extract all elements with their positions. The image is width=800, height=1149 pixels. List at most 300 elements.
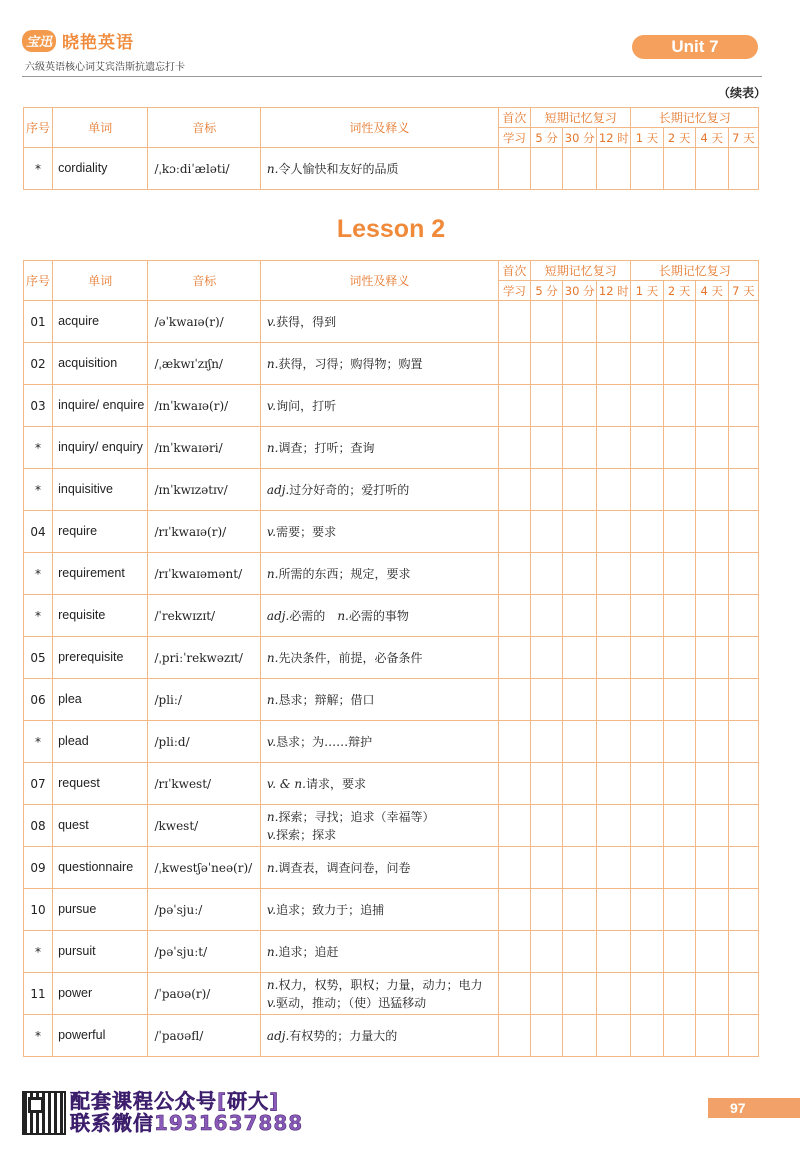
checkbox-4day[interactable] [695, 595, 728, 637]
definition [260, 595, 498, 637]
meaning: 先决条件，前提，必备条件 [278, 650, 423, 665]
checkbox-first[interactable] [498, 889, 530, 931]
checkbox-12h[interactable] [597, 763, 631, 805]
row-number: 03 [24, 385, 53, 427]
word: plea [53, 679, 148, 721]
meaning: 调查；打听；查询 [278, 440, 375, 455]
checkbox-4day[interactable] [695, 721, 728, 763]
checkbox-first[interactable] [498, 553, 530, 595]
table-row [24, 427, 759, 469]
checkbox-4day[interactable] [695, 385, 728, 427]
col-first-bottom: 学习 [498, 128, 530, 148]
checkbox-30min[interactable] [563, 931, 597, 973]
table-row [24, 679, 759, 721]
checkbox-7day[interactable] [728, 595, 758, 637]
phonetic: /əˈkwaɪə(r)/ [148, 301, 260, 343]
checkbox-first[interactable] [498, 343, 530, 385]
checkbox-1day[interactable] [631, 973, 663, 1015]
definition [260, 889, 498, 931]
checkbox-5min[interactable] [531, 721, 563, 763]
word: quest [53, 805, 148, 847]
part-of-speech: adj. [266, 608, 290, 623]
checkbox-2day[interactable] [663, 427, 695, 469]
checkbox-7day[interactable] [728, 1015, 758, 1057]
col-definition: 词性及释义 [260, 261, 498, 301]
checkbox-4day[interactable] [695, 427, 728, 469]
checkbox-7day[interactable] [728, 553, 758, 595]
lesson-title: Lesson 2 [336, 215, 446, 243]
checkbox-7day[interactable] [728, 721, 758, 763]
checkbox-1day[interactable] [631, 385, 663, 427]
col-7day: 7 天 [728, 128, 758, 148]
checkbox-30min[interactable] [563, 427, 597, 469]
definition [260, 427, 498, 469]
col-30min: 30 分 [563, 281, 597, 301]
checkbox-1day[interactable] [631, 343, 663, 385]
table-row [24, 1015, 759, 1057]
checkbox-12h[interactable] [597, 721, 631, 763]
definition [260, 763, 498, 805]
checkbox-7day[interactable] [728, 385, 758, 427]
checkbox-12h[interactable] [597, 847, 631, 889]
checkbox-first[interactable] [498, 595, 530, 637]
checkbox-first[interactable] [498, 931, 530, 973]
checkbox-2day[interactable] [663, 931, 695, 973]
checkbox-4day[interactable] [695, 511, 728, 553]
checkbox-2day[interactable] [663, 679, 695, 721]
col-first-top: 首次 [498, 261, 530, 281]
checkbox-30min[interactable] [563, 469, 597, 511]
checkbox-5min[interactable] [531, 595, 563, 637]
part-of-speech: v. [266, 734, 277, 749]
checkbox-first[interactable] [498, 973, 530, 1015]
definition [260, 973, 498, 1015]
phonetic: /rɪˈkwaɪə(r)/ [148, 511, 260, 553]
checkbox-12h[interactable] [597, 343, 631, 385]
part-of-speech: v. [266, 524, 277, 539]
col-seq: 序号 [24, 108, 53, 148]
word: inquire/ enquire [53, 385, 148, 427]
checkbox-30min[interactable] [563, 148, 597, 190]
checkbox-1day[interactable] [631, 847, 663, 889]
phonetic: /ɪnˈkwɪzətɪv/ [148, 469, 260, 511]
table-row [24, 637, 759, 679]
part-of-speech-2: n. [337, 608, 349, 623]
part-of-speech: adj. [266, 482, 290, 497]
checkbox-first[interactable] [498, 721, 530, 763]
definition [260, 301, 498, 343]
checkbox-30min[interactable] [563, 595, 597, 637]
checkbox-12h[interactable] [597, 595, 631, 637]
checkbox-12h[interactable] [597, 931, 631, 973]
col-2day: 2 天 [663, 281, 695, 301]
word: requirement [53, 553, 148, 595]
definition [260, 637, 498, 679]
checkbox-2day[interactable] [663, 301, 695, 343]
checkbox-5min[interactable] [531, 553, 563, 595]
checkbox-12h[interactable] [597, 553, 631, 595]
checkbox-30min[interactable] [563, 511, 597, 553]
checkbox-2day[interactable] [663, 148, 695, 190]
part-of-speech: v. [266, 314, 277, 329]
checkbox-2day[interactable] [663, 343, 695, 385]
checkbox-5min[interactable] [531, 427, 563, 469]
checkbox-5min[interactable] [531, 889, 563, 931]
checkbox-12h[interactable] [597, 973, 631, 1015]
table-row [24, 553, 759, 595]
checkbox-2day[interactable] [663, 469, 695, 511]
checkbox-first[interactable] [498, 763, 530, 805]
row-number: * [24, 721, 53, 763]
checkbox-5min[interactable] [531, 805, 563, 847]
promo-text [70, 1090, 303, 1134]
phonetic: /pəˈsjuː/ [148, 889, 260, 931]
col-ipa: 音标 [148, 108, 260, 148]
word: cordiality [53, 148, 148, 190]
part-of-speech-2: v. [266, 827, 277, 842]
checkbox-first[interactable] [498, 1015, 530, 1057]
checkbox-4day[interactable] [695, 343, 728, 385]
meaning: 恳求；为……辩护 [276, 734, 373, 749]
checkbox-4day[interactable] [695, 679, 728, 721]
checkbox-2day[interactable] [663, 973, 695, 1015]
part-of-speech: n. [266, 440, 279, 455]
header-row-top [24, 261, 759, 281]
checkbox-5min[interactable] [531, 343, 563, 385]
checkbox-first[interactable] [498, 427, 530, 469]
phonetic: /ˌkwestʃəˈneə(r)/ [148, 847, 260, 889]
checkbox-1day[interactable] [631, 553, 663, 595]
checkbox-first[interactable] [498, 805, 530, 847]
checkbox-1day[interactable] [631, 301, 663, 343]
meaning: 所需的东西；规定，要求 [278, 566, 411, 581]
checkbox-first[interactable] [498, 301, 530, 343]
checkbox-2day[interactable] [663, 721, 695, 763]
checkbox-5min[interactable] [531, 148, 563, 190]
checkbox-4day[interactable] [695, 301, 728, 343]
checkbox-1day[interactable] [631, 1015, 663, 1057]
word: requisite [53, 595, 148, 637]
part-of-speech: n. [266, 356, 279, 371]
part-of-speech-2: v. [266, 995, 277, 1010]
checkbox-7day[interactable] [728, 763, 758, 805]
checkbox-4day[interactable] [695, 553, 728, 595]
word: questionnaire [53, 847, 148, 889]
checkbox-first[interactable] [498, 511, 530, 553]
col-5min: 5 分 [531, 281, 563, 301]
col-1day: 1 天 [631, 281, 663, 301]
checkbox-12h[interactable] [597, 301, 631, 343]
checkbox-2day[interactable] [663, 553, 695, 595]
col-7day: 7 天 [728, 281, 758, 301]
checkbox-2day[interactable] [663, 1015, 695, 1057]
meaning: 恳求；辩解；借口 [278, 692, 375, 707]
checkbox-30min[interactable] [563, 805, 597, 847]
checkbox-4day[interactable] [695, 805, 728, 847]
word: pursuit [53, 931, 148, 973]
definition [260, 148, 498, 190]
qr-finder [28, 1097, 44, 1113]
meaning: 需要；要求 [276, 524, 337, 539]
col-seq: 序号 [24, 261, 53, 301]
checkbox-30min[interactable] [563, 637, 597, 679]
phonetic: /ˌækwɪˈzɪʃn/ [148, 343, 260, 385]
checkbox-first[interactable] [498, 679, 530, 721]
checkbox-12h[interactable] [597, 805, 631, 847]
table-row [24, 343, 759, 385]
part-of-speech: n. [266, 809, 279, 824]
checkbox-1day[interactable] [631, 469, 663, 511]
checkbox-5min[interactable] [531, 973, 563, 1015]
phonetic: /ɪnˈkwaɪəri/ [148, 427, 260, 469]
word: plead [53, 721, 148, 763]
col-ipa: 音标 [148, 261, 260, 301]
checkbox-1day[interactable] [631, 148, 663, 190]
meaning: 请求，要求 [305, 776, 366, 791]
table-body [24, 301, 759, 1057]
checkbox-2day[interactable] [663, 637, 695, 679]
checkbox-30min[interactable] [563, 553, 597, 595]
checkbox-4day[interactable] [695, 637, 728, 679]
brand-logo [22, 28, 134, 53]
checkbox-1day[interactable] [631, 679, 663, 721]
page-number: 97 [708, 1098, 800, 1118]
col-5min: 5 分 [531, 128, 563, 148]
col-4day: 4 天 [695, 281, 728, 301]
checkbox-7day[interactable] [728, 148, 758, 190]
meaning-2: 探索；探求 [276, 827, 337, 842]
checkbox-first[interactable] [498, 385, 530, 427]
col-word: 单词 [53, 108, 148, 148]
phonetic: /ˈrekwɪzɪt/ [148, 595, 260, 637]
table-row [24, 889, 759, 931]
col-2day: 2 天 [663, 128, 695, 148]
part-of-speech: n. [266, 977, 279, 992]
checkbox-12h[interactable] [597, 1015, 631, 1057]
col-word: 单词 [53, 261, 148, 301]
meaning: 询问，打听 [276, 398, 337, 413]
checkbox-12h[interactable] [597, 889, 631, 931]
part-of-speech: n. [266, 161, 279, 176]
checkbox-first[interactable] [498, 637, 530, 679]
col-long-term: 长期记忆复习 [631, 108, 759, 128]
row-number: * [24, 553, 53, 595]
col-first-top: 首次 [498, 108, 530, 128]
checkbox-2day[interactable] [663, 889, 695, 931]
promo-line-2: 联系微信1931637888 [70, 1111, 304, 1135]
checkbox-5min[interactable] [531, 637, 563, 679]
logo-text: 晓艳英语 [62, 33, 134, 53]
meaning: 权力，权势，职权；力量，动力；电力 [278, 977, 483, 992]
part-of-speech: n. [266, 650, 279, 665]
checkbox-5min[interactable] [531, 847, 563, 889]
meaning: 必需的 [289, 608, 338, 623]
row-number: * [24, 469, 53, 511]
col-first-bottom: 学习 [498, 281, 530, 301]
checkbox-12h[interactable] [597, 148, 631, 190]
definition [260, 511, 498, 553]
part-of-speech: n. [266, 944, 279, 959]
checkbox-5min[interactable] [531, 679, 563, 721]
checkbox-7day[interactable] [728, 805, 758, 847]
checkbox-4day[interactable] [695, 763, 728, 805]
checkbox-30min[interactable] [563, 763, 597, 805]
meaning-2: 驱动，推动；（使）迅猛移动 [276, 995, 427, 1010]
definition [260, 721, 498, 763]
checkbox-7day[interactable] [728, 427, 758, 469]
col-short-term: 短期记忆复习 [531, 261, 631, 281]
word: inquiry/ enquiry [53, 427, 148, 469]
checkbox-5min[interactable] [531, 301, 563, 343]
vocab-table-lesson [23, 260, 759, 1057]
checkbox-1day[interactable] [631, 889, 663, 931]
checkbox-30min[interactable] [563, 973, 597, 1015]
definition [260, 1015, 498, 1057]
meaning: 令人愉快和友好的品质 [278, 161, 399, 176]
checkbox-7day[interactable] [728, 679, 758, 721]
phonetic: /ˈpaʊə(r)/ [148, 973, 260, 1015]
meaning-2: 必需的事物 [348, 608, 409, 623]
meaning: 获得，习得；购得物；购置 [278, 356, 423, 371]
checkbox-1day[interactable] [631, 595, 663, 637]
checkbox-2day[interactable] [663, 805, 695, 847]
checkbox-1day[interactable] [631, 511, 663, 553]
checkbox-5min[interactable] [531, 511, 563, 553]
checkbox-30min[interactable] [563, 679, 597, 721]
table-row [24, 931, 759, 973]
checkbox-7day[interactable] [728, 847, 758, 889]
checkbox-4day[interactable] [695, 931, 728, 973]
table-row [24, 721, 759, 763]
checkbox-7day[interactable] [728, 931, 758, 973]
checkbox-12h[interactable] [597, 427, 631, 469]
checkbox-2day[interactable] [663, 385, 695, 427]
table-row [24, 973, 759, 1015]
checkbox-12h[interactable] [597, 511, 631, 553]
phonetic: /rɪˈkwest/ [148, 763, 260, 805]
row-number: 04 [24, 511, 53, 553]
checkbox-1day[interactable] [631, 721, 663, 763]
table-row [24, 301, 759, 343]
word: acquisition [53, 343, 148, 385]
word: powerful [53, 1015, 148, 1057]
checkbox-4day[interactable] [695, 889, 728, 931]
col-12h: 12 时 [597, 128, 631, 148]
col-long-term: 长期记忆复习 [631, 261, 759, 281]
checkbox-7day[interactable] [728, 511, 758, 553]
checkbox-2day[interactable] [663, 763, 695, 805]
checkbox-7day[interactable] [728, 637, 758, 679]
checkbox-4day[interactable] [695, 1015, 728, 1057]
vocab-table-continued [23, 107, 759, 190]
checkbox-7day[interactable] [728, 301, 758, 343]
checkbox-30min[interactable] [563, 847, 597, 889]
checkbox-2day[interactable] [663, 511, 695, 553]
checkbox-5min[interactable] [531, 931, 563, 973]
table-row [24, 763, 759, 805]
row-number: 10 [24, 889, 53, 931]
checkbox-1day[interactable] [631, 637, 663, 679]
meaning: 探索；寻找；追求（幸福等） [278, 809, 435, 824]
checkbox-30min[interactable] [563, 385, 597, 427]
col-1day: 1 天 [631, 128, 663, 148]
checkbox-7day[interactable] [728, 469, 758, 511]
col-definition: 词性及释义 [260, 108, 498, 148]
checkbox-1day[interactable] [631, 931, 663, 973]
phonetic: /ˌpriːˈrekwəzɪt/ [148, 637, 260, 679]
col-4day: 4 天 [695, 128, 728, 148]
checkbox-12h[interactable] [597, 469, 631, 511]
checkbox-5min[interactable] [531, 1015, 563, 1057]
checkbox-5min[interactable] [531, 763, 563, 805]
checkbox-2day[interactable] [663, 847, 695, 889]
checkbox-30min[interactable] [563, 1015, 597, 1057]
row-number: 11 [24, 973, 53, 1015]
checkbox-12h[interactable] [597, 679, 631, 721]
table-row [24, 385, 759, 427]
definition [260, 805, 498, 847]
checkbox-1day[interactable] [631, 763, 663, 805]
checkbox-4day[interactable] [695, 148, 728, 190]
row-number: 02 [24, 343, 53, 385]
checkbox-5min[interactable] [531, 385, 563, 427]
checkbox-7day[interactable] [728, 973, 758, 1015]
word: inquisitive [53, 469, 148, 511]
checkbox-4day[interactable] [695, 847, 728, 889]
checkbox-first[interactable] [498, 847, 530, 889]
checkbox-2day[interactable] [663, 595, 695, 637]
definition [260, 931, 498, 973]
meaning: 追求；追赶 [278, 944, 339, 959]
checkbox-12h[interactable] [597, 637, 631, 679]
checkbox-30min[interactable] [563, 721, 597, 763]
checkbox-4day[interactable] [695, 469, 728, 511]
row-number: 07 [24, 763, 53, 805]
definition [260, 469, 498, 511]
checkbox-30min[interactable] [563, 343, 597, 385]
definition [260, 343, 498, 385]
checkbox-7day[interactable] [728, 889, 758, 931]
checkbox-1day[interactable] [631, 427, 663, 469]
table-row [24, 148, 759, 190]
row-number: 01 [24, 301, 53, 343]
phonetic: /rɪˈkwaɪəmənt/ [148, 553, 260, 595]
checkbox-first[interactable] [498, 469, 530, 511]
checkbox-12h[interactable] [597, 385, 631, 427]
part-of-speech: n. [266, 692, 279, 707]
checkbox-7day[interactable] [728, 343, 758, 385]
checkbox-1day[interactable] [631, 805, 663, 847]
definition [260, 847, 498, 889]
phonetic: /ˈpaʊəfl/ [148, 1015, 260, 1057]
header-row-top [24, 108, 759, 128]
phonetic: /kwest/ [148, 805, 260, 847]
checkbox-4day[interactable] [695, 973, 728, 1015]
meaning: 追求；致力于；追捕 [276, 902, 385, 917]
checkbox-30min[interactable] [563, 301, 597, 343]
meaning: 调查表，调查问卷，问卷 [278, 860, 411, 875]
table-row [24, 469, 759, 511]
row-number: 08 [24, 805, 53, 847]
checkbox-30min[interactable] [563, 889, 597, 931]
checkbox-5min[interactable] [531, 469, 563, 511]
checkbox-first[interactable] [498, 148, 530, 190]
word: request [53, 763, 148, 805]
qr-code [22, 1091, 66, 1135]
col-12h: 12 时 [597, 281, 631, 301]
definition [260, 553, 498, 595]
col-short-term: 短期记忆复习 [531, 108, 631, 128]
